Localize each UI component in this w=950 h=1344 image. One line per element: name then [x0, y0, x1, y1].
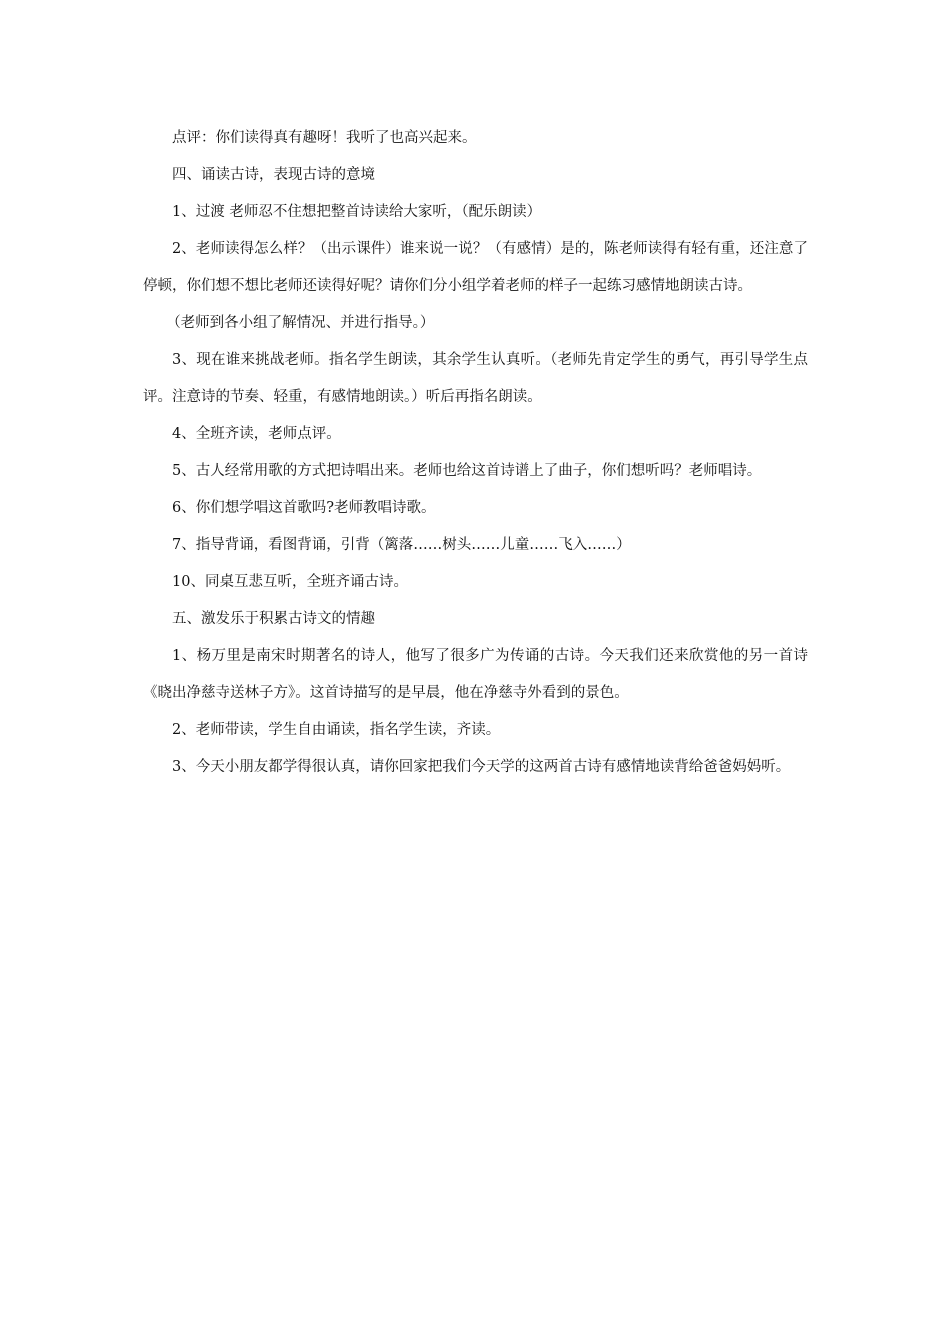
section-heading-4: 四、诵读古诗，表现古诗的意境	[172, 167, 375, 183]
paragraph: 1、过渡 老师忍不住想把整首诗读给大家听，（配乐朗读）	[172, 204, 542, 220]
paragraph: 6、你们想学唱这首歌吗?老师教唱诗歌。	[172, 500, 436, 516]
document-body	[143, 120, 808, 786]
paragraph: 10、同桌互悲互听，全班齐诵古诗。	[172, 574, 408, 590]
paragraph: 2、老师读得怎么样？（出示课件）谁来说一说？（有感情）是的，陈老师读得有轻有重，还注意了停顿，你们想不想比老师还读得好呢？请你们分小组学着老师的样子一起练习感情地朗读古诗。	[143, 241, 808, 294]
paragraph: 3、今天小朋友都学得很认真，请你回家把我们今天学的这两首古诗有感情地读背给爸爸妈妈听。	[172, 759, 791, 775]
paragraph-comment: 点评：你们读得真有趣呀！我听了也高兴起来。	[172, 130, 477, 146]
paragraph: 2、老师带读，学生自由诵读，指名学生读，齐读。	[172, 722, 501, 738]
paragraph: 1、杨万里是南宋时期著名的诗人，他写了很多广为传诵的古诗。今天我们还来欣赏他的另一首诗《晓出净慈寺送林子方》。这首诗描写的是早晨，他在净慈寺外看到的景色。	[143, 648, 808, 701]
paragraph-note: （老师到各小组了解情况、并进行指导。）	[166, 315, 435, 331]
section-heading-5: 五、激发乐于积累古诗文的情趣	[172, 611, 375, 627]
paragraph: 4、全班齐读，老师点评。	[172, 426, 341, 442]
paragraph: 7、指导背诵，看图背诵，引背（篱落……树头……儿童……飞入……）	[172, 537, 631, 553]
paragraph: 5、古人经常用歌的方式把诗唱出来。老师也给这首诗谱上了曲子，你们想听吗？老师唱诗。	[172, 463, 762, 479]
paragraph: 3、现在谁来挑战老师。指名学生朗读，其余学生认真听。（老师先肯定学生的勇气，再引导学生点评。注意诗的节奏、轻重，有感情地朗读。）听后再指名朗读。	[143, 352, 808, 405]
